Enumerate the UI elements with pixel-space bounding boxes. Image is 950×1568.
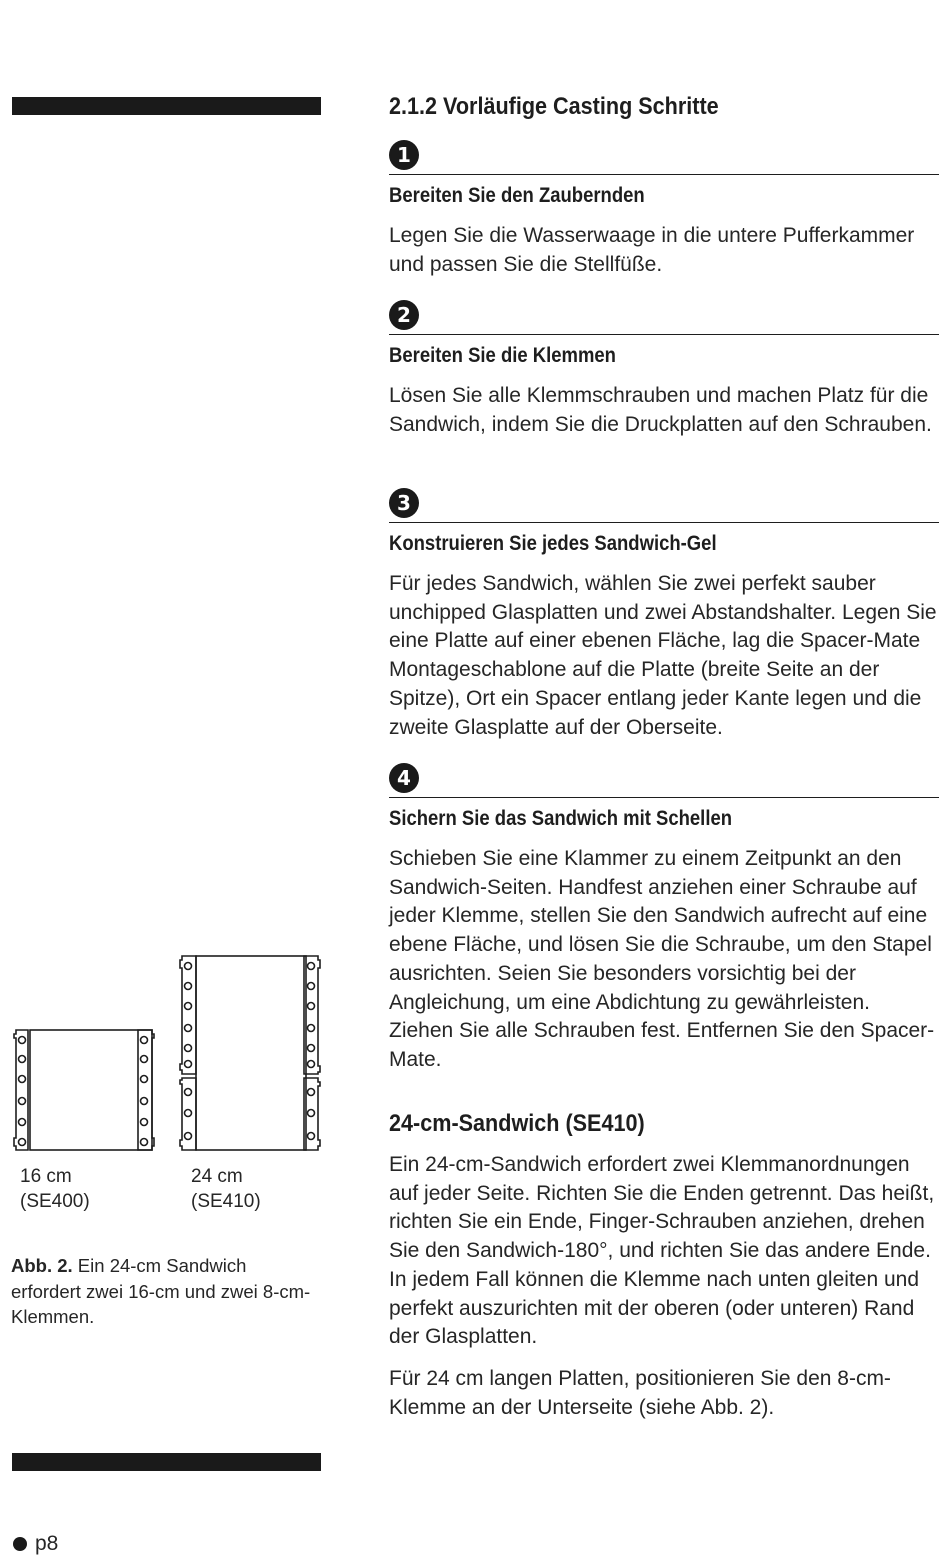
step-4 [389,763,939,1075]
figure-label-size: 24 cm [191,1166,243,1187]
page-number [13,1532,58,1556]
step-number-badge: 4 [389,763,419,793]
divider [389,174,939,175]
step-title: Bereiten Sie die Klemmen [389,344,616,367]
step-text: Schieben Sie eine Klammer zu einem Zeitpunkt an den Sandwich-Seiten. Handfest anziehen einer Schraube auf jeder Klemme, stellen Sie den Sandwich aufrecht auf eine ebene Fläche, und lösen Sie die Schraube, um den Stapel ausrichten. Seien Sie besonders vorsichtig bei der Angleichung, um eine Abdichtung zu gewährleisten. Ziehen Sie alle Schrauben fest. Entfernen Sie den Spacer-Mate. [389,847,935,1071]
step-title: Konstruieren Sie jedes Sandwich-Gel [389,532,717,555]
step-title: Sichern Sie das Sandwich mit Schellen [389,807,733,830]
caption-text: Ein 24-cm Sandwich erfordert zwei 16-cm und zwei 8-cm-Klemmen. [11,1255,311,1327]
step-3 [389,488,939,742]
divider [389,522,939,523]
step-2 [389,300,939,439]
step-text: Für jedes Sandwich, wählen Sie zwei perfekt sauber unchipped Glasplatten und zwei Abstandshalter. Legen Sie eine Platte auf einer ebenen Fläche, lag die Spacer-Mate Montageschablone auf die Platte (breite Seite an der Spitze), Ort ein Spacer entlang jeder Kante legen und die zweite Glasplatte auf der Oberseite. [389,572,937,739]
step-1 [389,140,939,279]
divider [389,334,939,335]
sandwich-24-paragraph-1: Ein 24-cm-Sandwich erfordert zwei Klemmanordnungen auf jeder Seite. Richten Sie die Enden getrennt. Das heißt, richten Sie ein Ende, Finger-Schrauben anziehen, drehen Sie den Sandwich-180°, und richten Sie das andere Ende. In jedem Fall können die Klemme nach unten gleiten und perfekt auszurichten mit der oberen (oder unteren) Rand der Glasplatten. [389,1153,935,1349]
section-title: 2.1.2 Vorläufige Casting Schritte [389,93,719,120]
step-title: Bereiten Sie den Zaubernden [389,184,645,207]
sandwich-16cm-drawing [14,1030,154,1150]
bottom-decorative-bar [12,1453,321,1471]
divider [389,797,939,798]
figure-label-model: (SE410) [191,1191,261,1212]
sandwich-24cm-drawing [180,956,320,1150]
bullet-icon [13,1537,27,1551]
caption-label: Abb. 2. [11,1255,73,1276]
figure-label-size: 16 cm [20,1166,72,1187]
figure-caption [11,1253,311,1330]
sandwich-24-body [389,1151,939,1435]
figure-label-16cm [20,1164,90,1214]
step-text: Lösen Sie alle Klemmschrauben und machen Platz für die Sandwich, indem Sie die Druckplatten auf den Schrauben. [389,384,932,436]
clamp-illustration [12,950,322,1160]
step-text: Legen Sie die Wasserwaage in die untere Pufferkammer und passen Sie die Stellfüße. [389,224,915,276]
step-number-badge: 2 [389,300,419,330]
top-decorative-bar [12,97,321,115]
step-number-badge: 1 [389,140,419,170]
page-number-text: p8 [35,1532,59,1555]
figure-label-24cm [191,1164,261,1214]
sandwich-24-title: 24-cm-Sandwich (SE410) [389,1110,645,1137]
step-number-badge: 3 [389,488,419,518]
figure-label-model: (SE400) [20,1191,90,1212]
sandwich-24-paragraph-2: Für 24 cm langen Platten, positionieren Sie den 8-cm-Klemme an der Unterseite (siehe Abb. 2). [389,1366,891,1419]
